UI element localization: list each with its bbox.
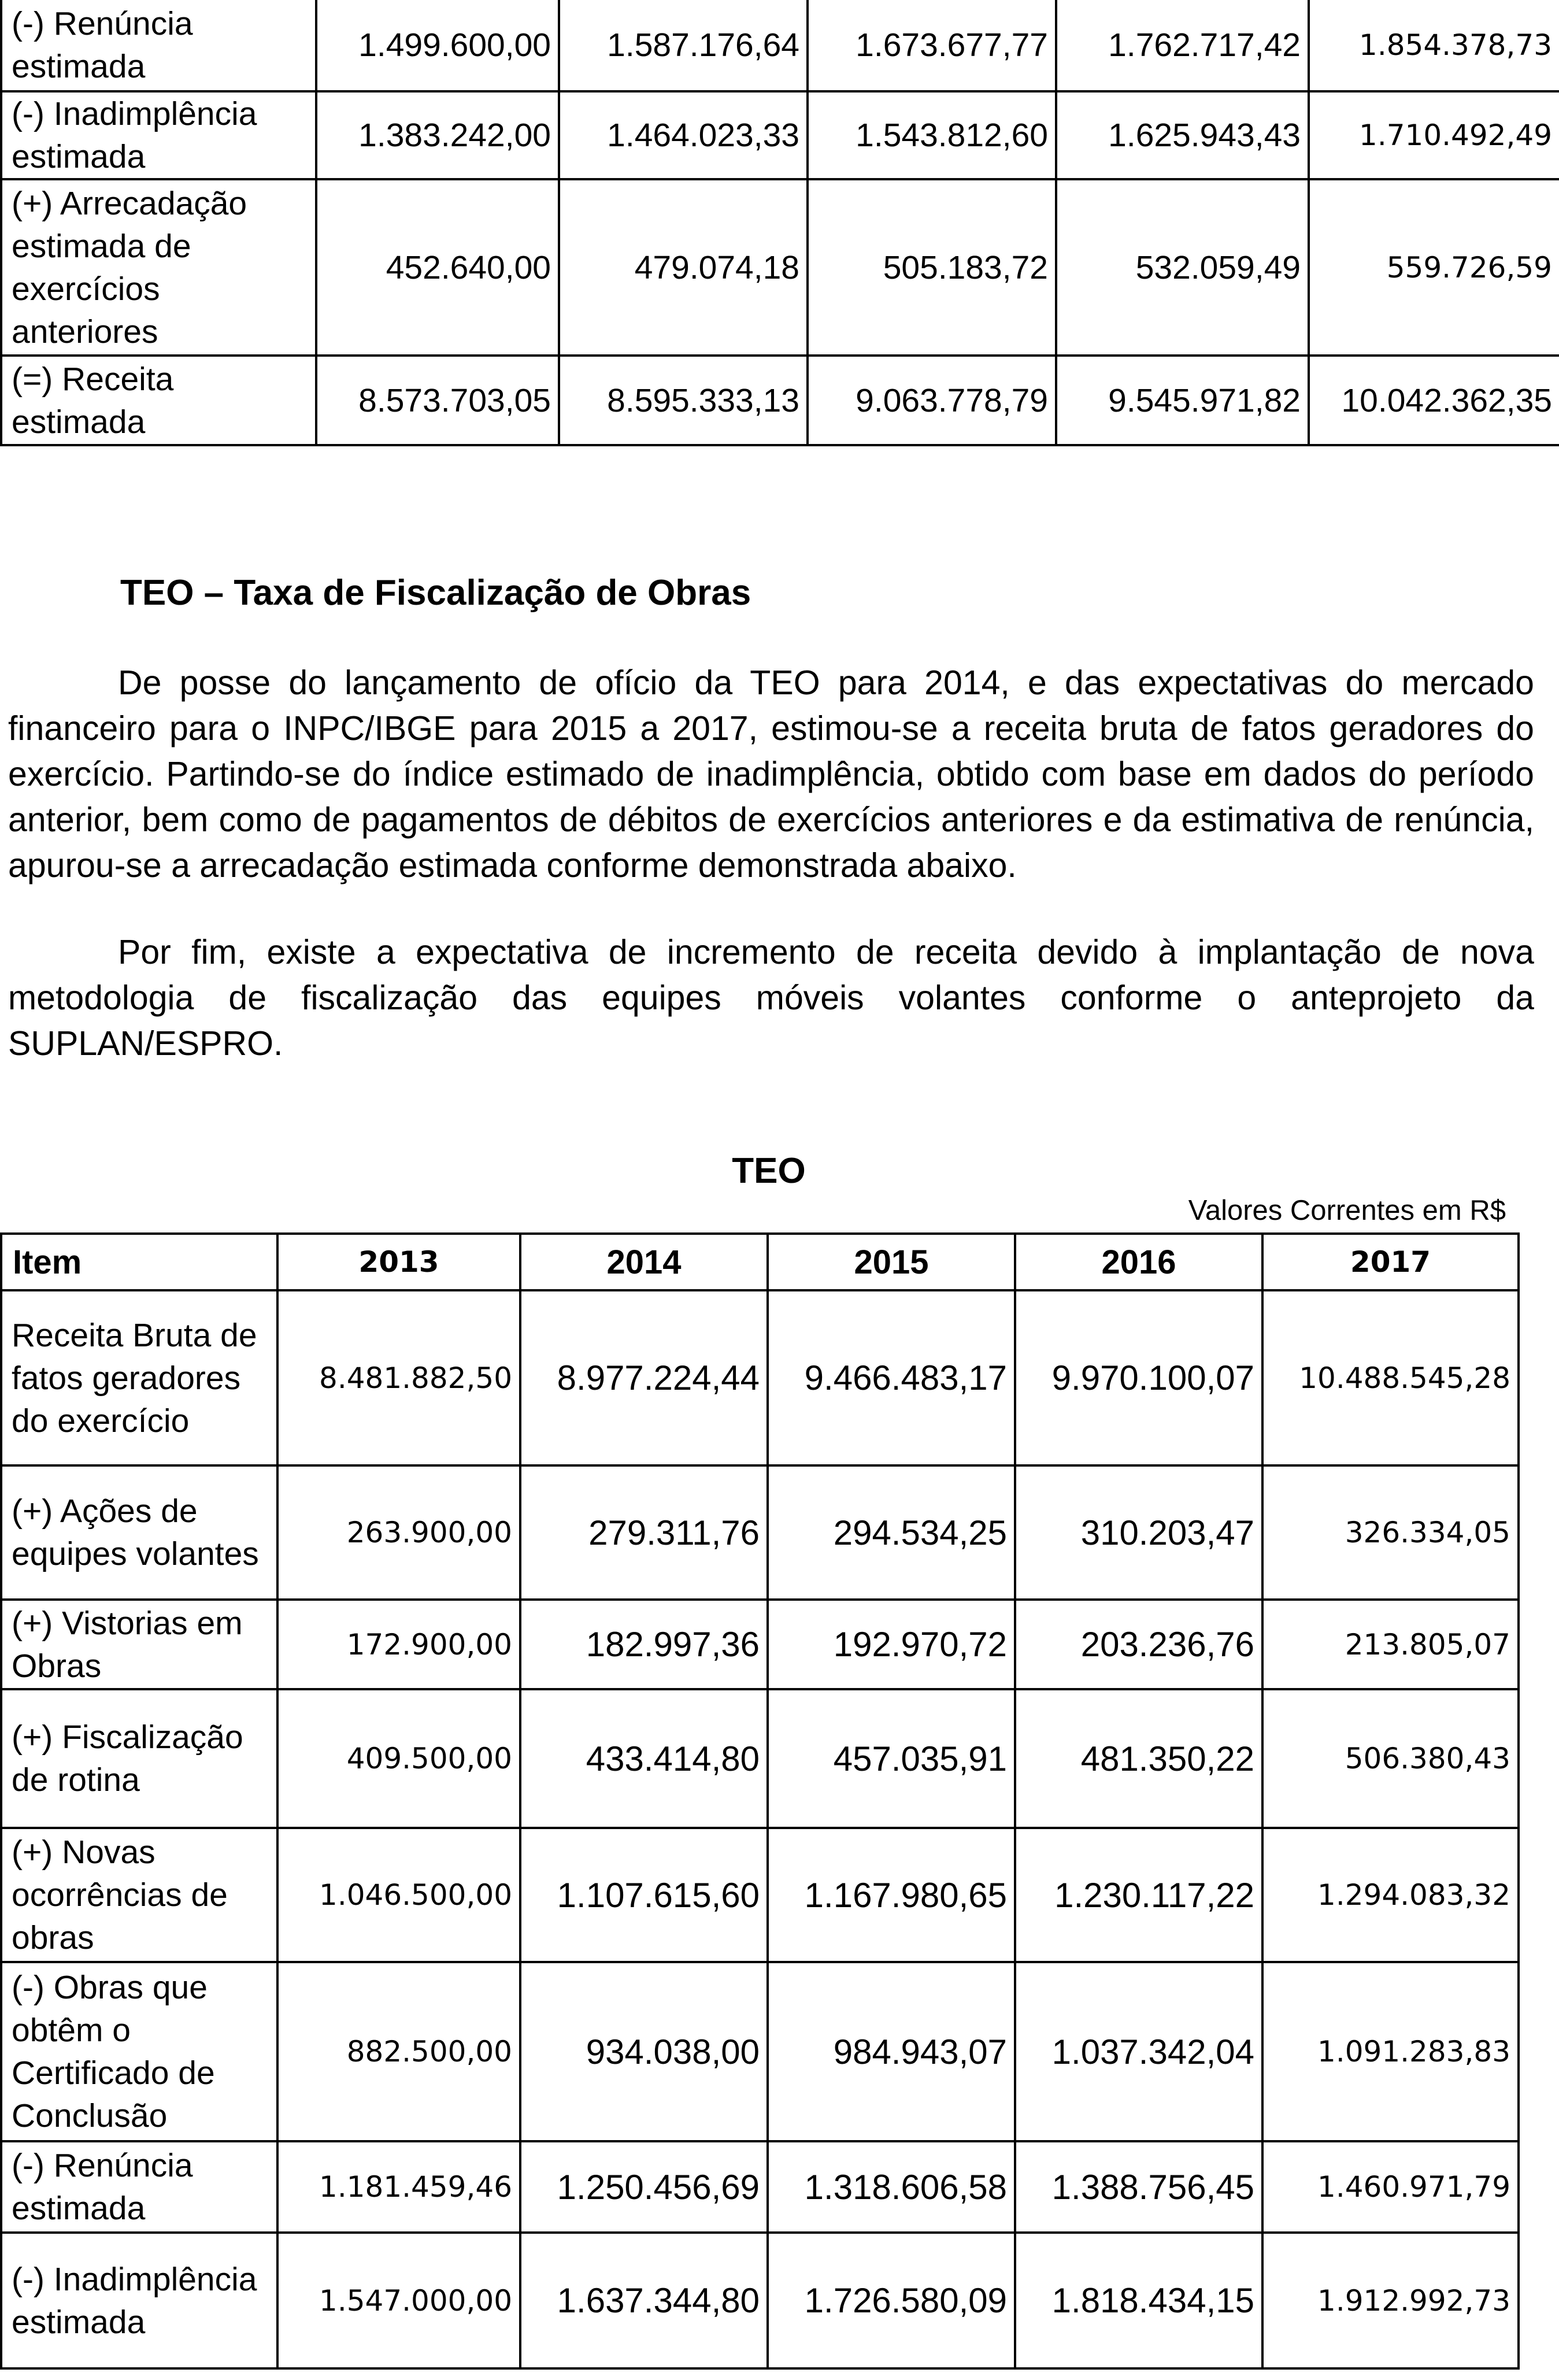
value-cell: 9.545.971,82 (1056, 356, 1309, 445)
value-cell: 8.481.882,50 (277, 1290, 520, 1465)
value-cell: 505.183,72 (808, 179, 1056, 356)
row-label: (-) Inadimplência estimada (1, 2233, 277, 2368)
table-row (1, 1828, 1519, 1962)
value-cell: 1.464.023,33 (559, 91, 808, 179)
value-cell: 1.673.677,77 (808, 0, 1056, 91)
value-cell: 9.466.483,17 (768, 1290, 1015, 1465)
value-cell: 172.900,00 (277, 1600, 520, 1689)
row-label: Receita Bruta de fatos geradores do exercício (1, 1290, 277, 1465)
value-cell: 1.230.117,22 (1015, 1828, 1262, 1962)
value-cell: 433.414,80 (520, 1689, 768, 1828)
column-header: 2016 (1015, 1234, 1262, 1290)
value-cell: 409.500,00 (277, 1689, 520, 1828)
value-cell: 9.970.100,07 (1015, 1290, 1262, 1465)
table-row (1, 91, 1559, 179)
value-cell: 479.074,18 (559, 179, 808, 356)
continuation-table (0, 0, 1559, 446)
row-label: (-) Inadimplência estimada (1, 91, 316, 179)
column-header: 2013 (277, 1234, 520, 1290)
value-cell: 1.625.943,43 (1056, 91, 1309, 179)
column-header: 2014 (520, 1234, 768, 1290)
value-cell: 1.637.344,80 (520, 2233, 768, 2368)
row-label: (-) Renúncia estimada (1, 0, 316, 91)
units-note: Valores Correntes em R$ (1188, 1195, 1506, 1226)
table-row (1, 1962, 1519, 2141)
value-cell: 1.037.342,04 (1015, 1962, 1262, 2141)
paragraph: Por fim, existe a expectativa de incremento de receita devido à implantação de nova metodologia de fiscalização das equipes móveis volantes conforme o anteprojeto da SUPLAN/ESPRO. (8, 933, 1534, 1063)
table-row (1, 2141, 1519, 2233)
table-row (1, 1689, 1519, 1828)
value-cell: 294.534,25 (768, 1465, 1015, 1600)
row-label: (=) Receita estimada (1, 356, 316, 445)
value-cell: 452.640,00 (316, 179, 559, 356)
value-cell: 1.499.600,00 (316, 0, 559, 91)
value-cell: 1.547.000,00 (277, 2233, 520, 2368)
table-row (1, 0, 1559, 91)
value-cell: 1.107.615,60 (520, 1828, 768, 1962)
row-label: (-) Renúncia estimada (1, 2141, 277, 2233)
value-cell: 1.726.580,09 (768, 2233, 1015, 2368)
value-cell: 457.035,91 (768, 1689, 1015, 1828)
value-cell: 506.380,43 (1262, 1689, 1519, 1828)
value-cell: 1.318.606,58 (768, 2141, 1015, 2233)
row-label: (+) Arrecadação estimada de exercícios anteriores (1, 179, 316, 356)
row-label: (-) Obras que obtêm o Certificado de Conclusão (1, 1962, 277, 2141)
value-cell: 1.912.992,73 (1262, 2233, 1519, 2368)
value-cell: 213.805,07 (1262, 1600, 1519, 1689)
row-label: (+) Fiscalização de rotina (1, 1689, 277, 1828)
value-cell: 1.294.083,32 (1262, 1828, 1519, 1962)
value-cell: 1.818.434,15 (1015, 2233, 1262, 2368)
column-header: Item (1, 1234, 277, 1290)
value-cell: 1.543.812,60 (808, 91, 1056, 179)
table-row (1, 1465, 1519, 1600)
paragraph: De posse do lançamento de ofício da TEO para 2014, e das expectativas do mercado financeiro para o INPC/IBGE para 2015 a 2017, estimou-se a receita bruta de fatos geradores do exercício. Partindo-se do índice estimado de inadimplência, obtido com base em dados do período anterior, bem como de pagamentos de débitos de exercícios anteriores e da estimativa de renúncia, apurou-se a arrecadação estimada conforme demonstrada abaixo. (8, 664, 1534, 884)
table-row (1, 356, 1559, 445)
value-cell: 1.762.717,42 (1056, 0, 1309, 91)
value-cell: 1.587.176,64 (559, 0, 808, 91)
value-cell: 1.167.980,65 (768, 1828, 1015, 1962)
table-row (1, 2233, 1519, 2368)
value-cell: 532.059,49 (1056, 179, 1309, 356)
table-title: TEO (732, 1151, 806, 1191)
value-cell: 203.236,76 (1015, 1600, 1262, 1689)
column-header: 2017 (1262, 1234, 1519, 1290)
value-cell: 882.500,00 (277, 1962, 520, 2141)
value-cell: 1.181.459,46 (277, 2141, 520, 2233)
value-cell: 1.388.756,45 (1015, 2141, 1262, 2233)
value-cell: 263.900,00 (277, 1465, 520, 1600)
value-cell: 182.997,36 (520, 1600, 768, 1689)
row-label: (+) Vistorias em Obras (1, 1600, 277, 1689)
section-title: TEO – Taxa de Fiscalização de Obras (120, 573, 751, 613)
table-row (1, 179, 1559, 356)
row-label: (+) Ações de equipes volantes (1, 1465, 277, 1600)
value-cell: 1.460.971,79 (1262, 2141, 1519, 2233)
value-cell: 8.573.703,05 (316, 356, 559, 445)
value-cell: 10.042.362,35 (1309, 356, 1559, 445)
value-cell: 8.595.333,13 (559, 356, 808, 445)
row-label: (+) Novas ocorrências de obras (1, 1828, 277, 1962)
table-row (1, 1600, 1519, 1689)
value-cell: 481.350,22 (1015, 1689, 1262, 1828)
value-cell: 310.203,47 (1015, 1465, 1262, 1600)
column-header: 2015 (768, 1234, 1015, 1290)
value-cell: 1.710.492,49 (1309, 91, 1559, 179)
value-cell: 559.726,59 (1309, 179, 1559, 356)
value-cell: 279.311,76 (520, 1465, 768, 1600)
value-cell: 984.943,07 (768, 1962, 1015, 2141)
value-cell: 326.334,05 (1262, 1465, 1519, 1600)
value-cell: 10.488.545,28 (1262, 1290, 1519, 1465)
value-cell: 1.250.456,69 (520, 2141, 768, 2233)
value-cell: 192.970,72 (768, 1600, 1015, 1689)
value-cell: 9.063.778,79 (808, 356, 1056, 445)
value-cell: 1.091.283,83 (1262, 1962, 1519, 2141)
value-cell: 8.977.224,44 (520, 1290, 768, 1465)
value-cell: 1.383.242,00 (316, 91, 559, 179)
value-cell: 1.854.378,73 (1309, 0, 1559, 91)
value-cell: 934.038,00 (520, 1962, 768, 2141)
value-cell: 1.046.500,00 (277, 1828, 520, 1962)
teo-table (0, 1232, 1520, 2370)
table-header-row (1, 1234, 1519, 1290)
table-row (1, 1290, 1519, 1465)
